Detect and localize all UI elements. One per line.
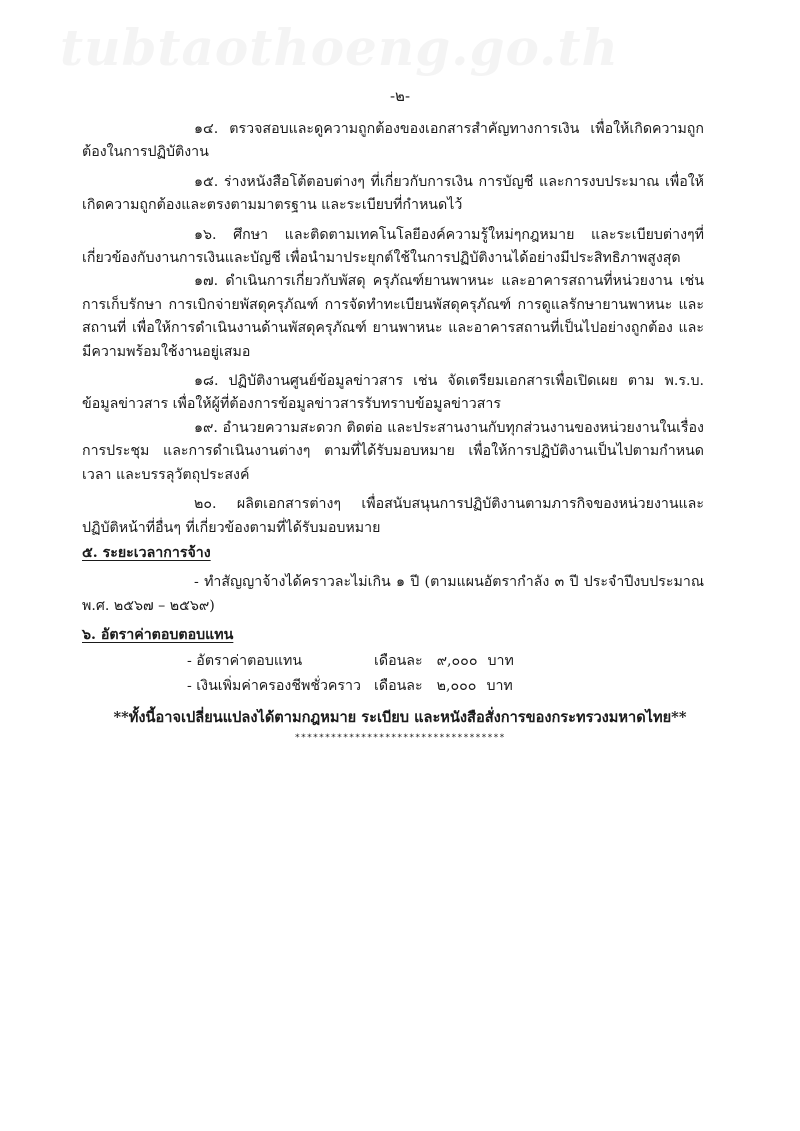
document-body <box>82 118 704 700</box>
rate-value <box>374 675 513 698</box>
rate-value <box>374 650 514 673</box>
rate-row <box>82 650 704 673</box>
rate-row <box>82 675 704 698</box>
duty-item-14: ๑๔. ตรวจสอบและดูความถูกต้องของเอกสารสำคัญทางการเงิน เพื่อให้เกิดความถูกต้องในการปฏิบัติงาน <box>82 121 704 161</box>
rate-period: เดือนละ <box>374 677 423 694</box>
rate-period: เดือนละ <box>374 652 423 669</box>
notice-text: **ทั้งนี้อาจเปลี่ยนแปลงได้ตามกฎหมาย ระเบียบ และหนังสือสั่งการของกระทรวงมหาดไทย** <box>113 709 687 726</box>
duty-item-16: ๑๖. ศึกษา และติดตามเทคโนโลยีองค์ความรู้ใหม่ๆกฎหมาย และระเบียบต่างๆที่เกี่ยวข้องกับงานการเงินและบัญชี เพื่อนำมาประยุกต์ใช้ในการปฏิบัติงานได้อย่างมีประสิทธิภาพสูงสุด <box>82 226 704 267</box>
rate-amount: ๒,๐๐๐ <box>436 677 477 694</box>
rate-amount: ๙,๐๐๐ <box>436 652 478 669</box>
duty-item-20: ๒๐. ผลิตเอกสารต่างๆ เพื่อสนับสนุนการปฏิบัติงานตามภารกิจของหน่วยงานและปฏิบัติหน้าที่อื่นๆ ที่เกี่ยวข้องตามที่ได้รับมอบหมาย <box>82 496 704 536</box>
duty-item-15: ๑๕. ร่างหนังสือโต้ตอบต่างๆ ที่เกี่ยวกับการเงิน การบัญชี และการงบประมาณ เพื่อให้เกิดความถูกต้องและตรงตามมาตรฐาน และระเบียบที่กำหนดไว้ <box>82 173 704 214</box>
rate-label: - อัตราค่าตอบแทน <box>187 652 303 669</box>
watermark: tubtaothoeng.go.th <box>60 18 619 77</box>
duty-item-19: ๑๙. อำนวยความสะดวก ติดต่อ และประสานงานกับทุกส่วนงานของหน่วยงานในเรื่องการประชุม และการดำเนินงานต่างๆ ตามที่ได้รับมอบหมาย เพื่อให้การปฏิบัติงานเป็นไปตามกำหนดเวลา และบรรลุวัตถุประสงค์ <box>82 419 704 483</box>
duty-item-18: ๑๘. ปฏิบัติงานศูนย์ข้อมูลข่าวสาร เช่น จัดเตรียมเอกสารเพื่อเปิดเผย ตาม พ.ร.บ. ข้อมูลข่าวสาร เพื่อให้ผู้ที่ต้องการข้อมูลข่าวสารรับทราบข้อมูลข่าวสาร <box>82 373 704 413</box>
star-divider: *********************************** <box>294 733 506 743</box>
section-heading-compensation: ๖. อัตราค่าตอบตอบแทน <box>82 627 234 644</box>
rate-unit: บาท <box>487 652 514 669</box>
section-heading-duration: ๕. ระยะเวลาการจ้าง <box>82 544 211 561</box>
page-number: -๒- <box>389 87 411 105</box>
rate-label: - เงินเพิ่มค่าครองชีพชั่วคราว <box>187 677 361 694</box>
rate-unit: บาท <box>486 677 513 694</box>
duty-item-17: ๑๗. ดำเนินการเกี่ยวกับพัสดุ ครุภัณฑ์ยานพาหนะ และอาคารสถานที่หน่วยงาน เช่น การเก็บรักษา การเบิกจ่ายพัสดุครุภัณฑ์ การจัดทำทะเบียนพัสดุครุภัณฑ์ การดูแลรักษายานพาหนะ และสถานที่ เพื่อให้การดำเนินงานด้านพัสดุครุภัณฑ์ ยานพาหนะ และอาคารสถานที่เป็นไปอย่างถูกต้อง และมีความพร้อมใช้งานอยู่เสมอ <box>82 273 704 360</box>
employment-duration-text: - ทำสัญญาจ้างได้คราวละไม่เกิน ๑ ปี (ตามแผนอัตรากำลัง ๓ ปี ประจำปีงบประมาณ พ.ศ. ๒๕๖๗ – ๒๕๖๙) <box>82 574 704 614</box>
